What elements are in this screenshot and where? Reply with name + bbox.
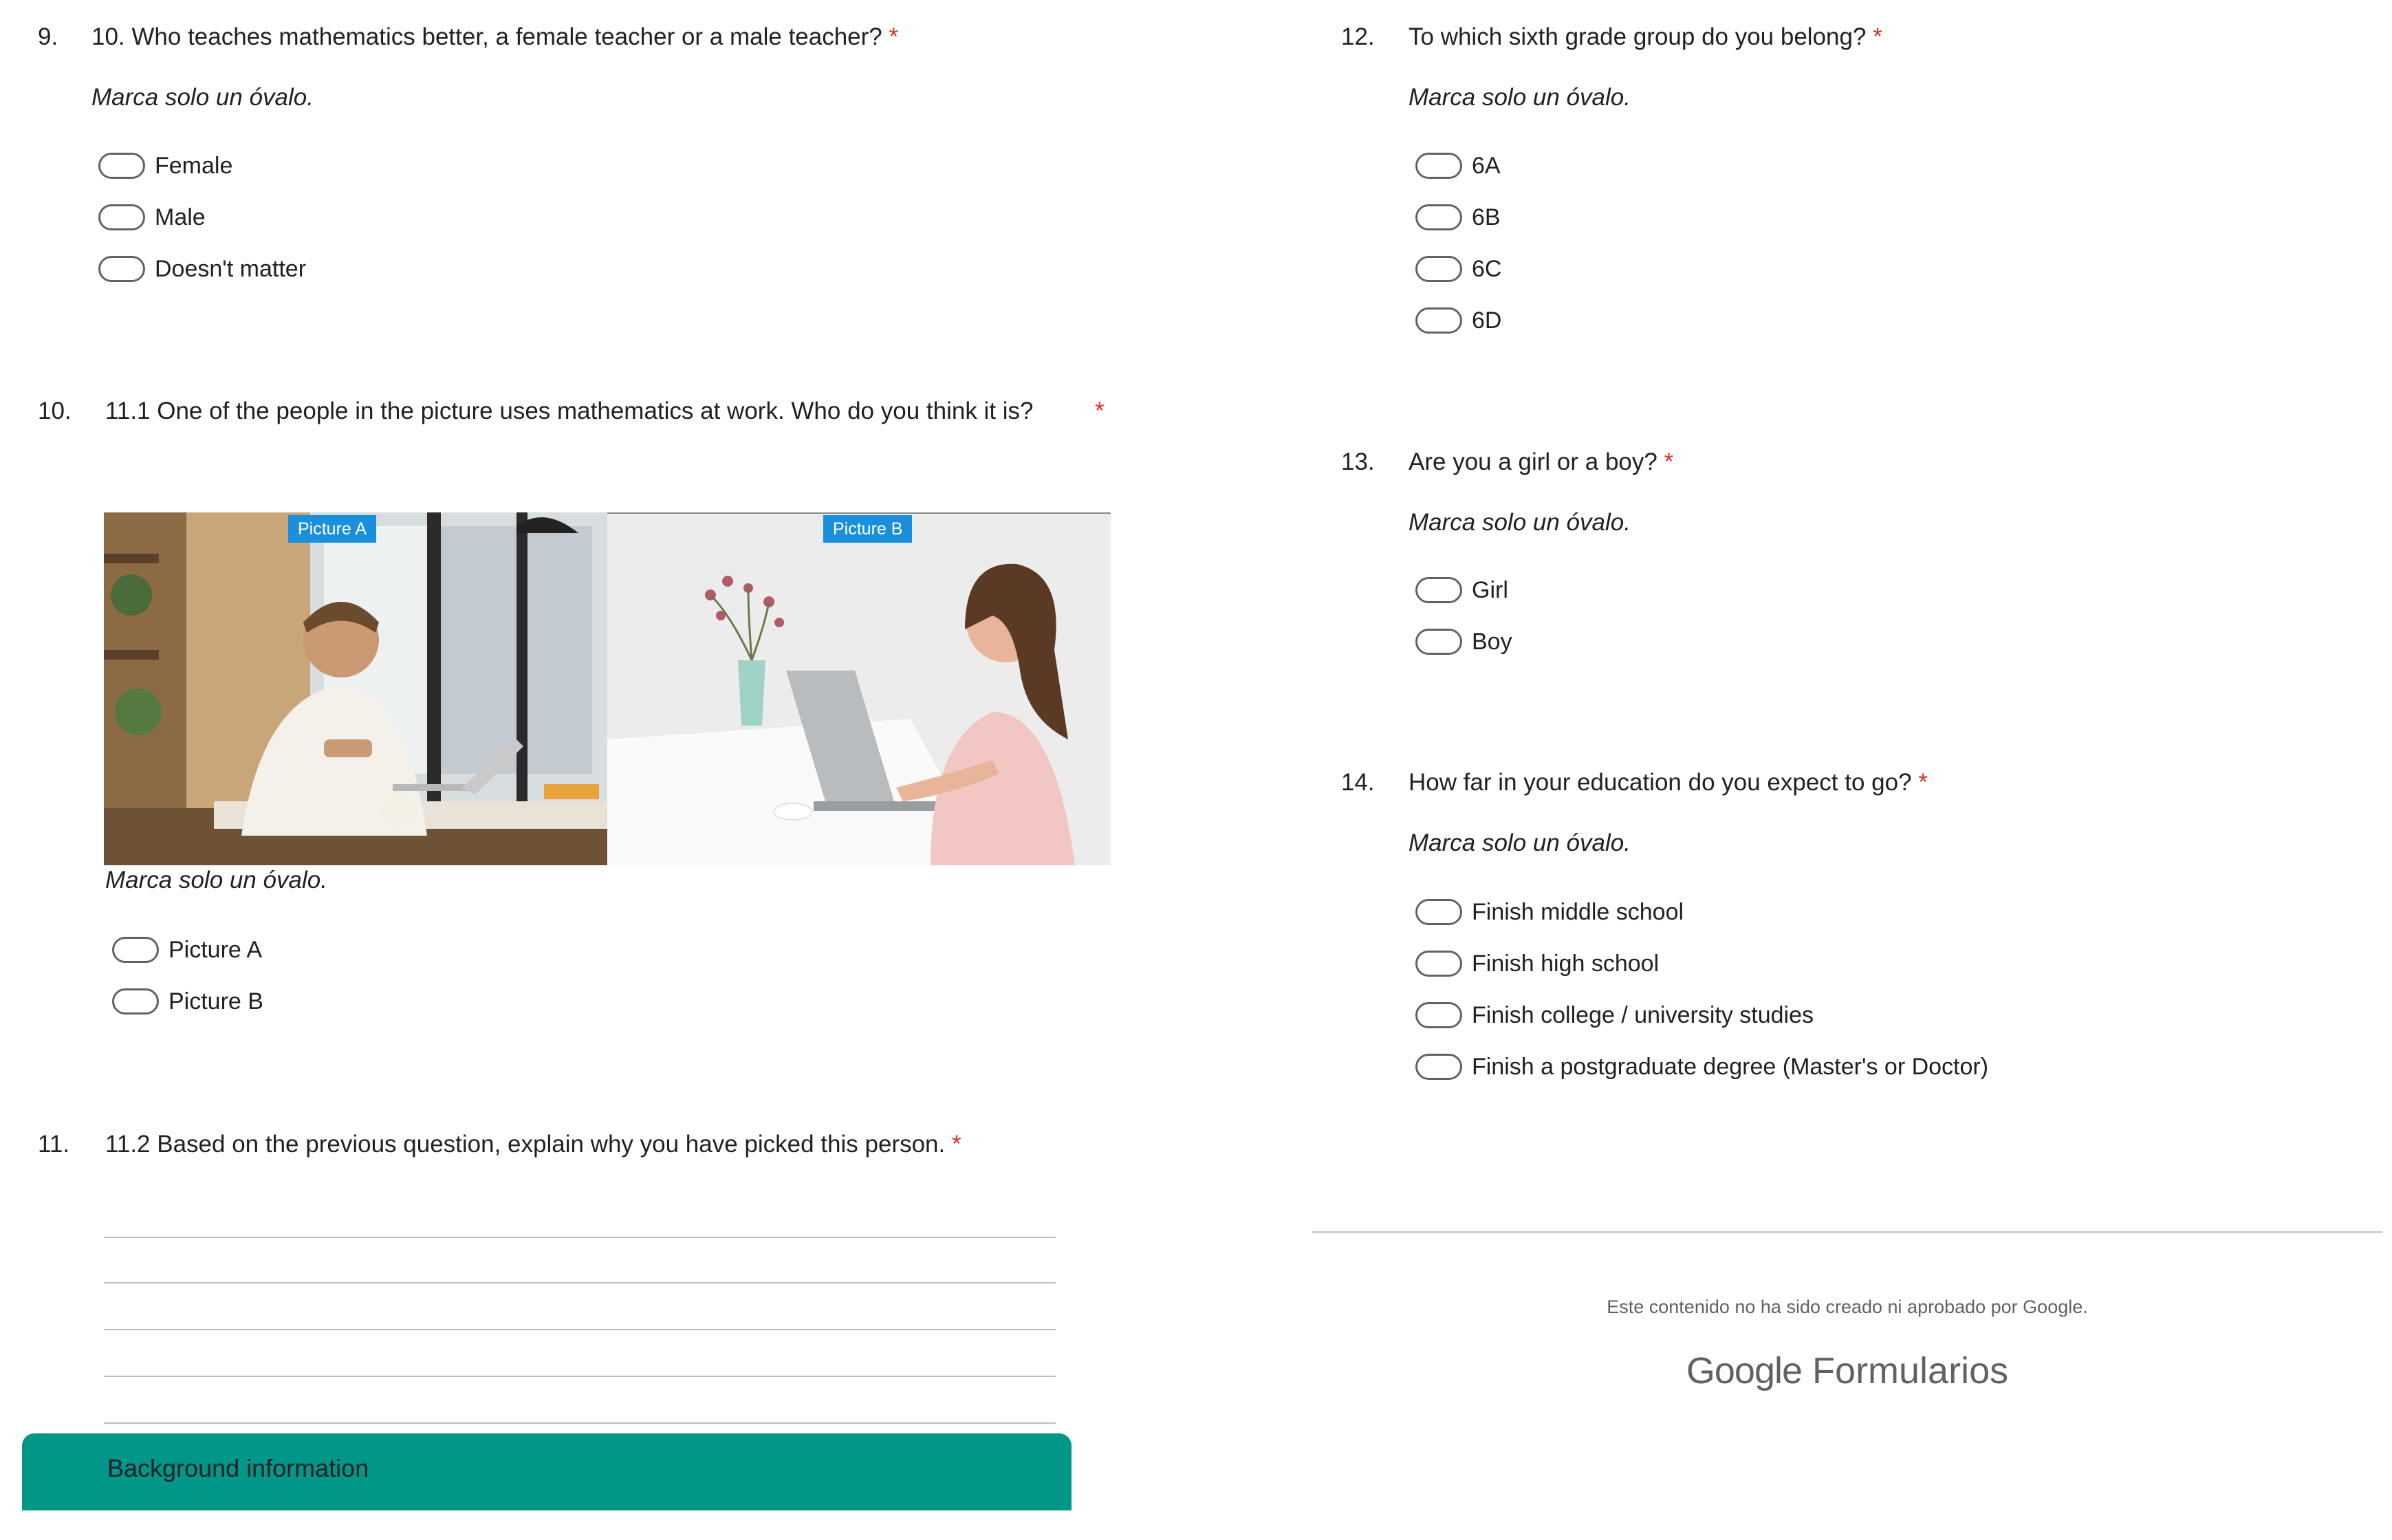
required-asterisk: * xyxy=(1918,769,1928,796)
option-label: 6A xyxy=(1472,152,1501,179)
option-female[interactable] xyxy=(98,148,232,184)
radio-oval[interactable] xyxy=(1415,307,1462,334)
radio-oval[interactable] xyxy=(1415,1054,1462,1080)
radio-oval[interactable] xyxy=(1415,899,1462,925)
question-10-picture xyxy=(104,512,1111,865)
question-9-label: 10. Who teaches mathematics better, a female teacher or a male teacher? xyxy=(91,23,882,50)
radio-oval[interactable] xyxy=(1415,153,1462,179)
footer-divider xyxy=(1312,1231,2382,1233)
required-asterisk: * xyxy=(1873,23,1882,50)
option-6d[interactable] xyxy=(1415,303,1501,338)
footer-disclaimer: Este contenido no ha sido creado ni aprobado por Google. xyxy=(1607,1297,2088,1317)
picture-b-tag: Picture B xyxy=(823,515,912,543)
question-12-label: To which sixth grade group do you belong? xyxy=(1409,23,1867,50)
option-label: Finish high school xyxy=(1472,950,1660,977)
radio-oval[interactable] xyxy=(112,937,159,963)
required-asterisk: * xyxy=(1095,398,1105,424)
question-13-hint: Marca solo un óvalo. xyxy=(1409,509,1631,536)
question-14-label: How far in your education do you expect to go? xyxy=(1409,769,1912,796)
option-label: Finish a postgraduate degree (Master's or Doctor) xyxy=(1472,1053,1989,1080)
radio-oval[interactable] xyxy=(1415,256,1462,282)
radio-oval[interactable] xyxy=(1415,204,1462,230)
option-male[interactable] xyxy=(98,199,206,235)
question-13-label: Are you a girl or a boy? xyxy=(1409,448,1657,475)
option-label: Female xyxy=(155,152,233,179)
option-label: Male xyxy=(155,204,206,230)
option-label: Girl xyxy=(1472,576,1508,603)
option-label: Boy xyxy=(1472,628,1512,655)
radio-oval[interactable] xyxy=(1415,577,1462,603)
option-6a[interactable] xyxy=(1415,148,1501,184)
question-14-text xyxy=(1409,765,2392,801)
radio-oval[interactable] xyxy=(98,153,145,179)
option-boy[interactable] xyxy=(1415,624,1512,660)
answer-line[interactable] xyxy=(104,1329,1056,1330)
question-11-text xyxy=(105,1127,1123,1162)
option-label: Picture A xyxy=(168,936,263,963)
option-label: 6B xyxy=(1472,204,1501,230)
option-6b[interactable] xyxy=(1415,199,1501,235)
question-10-hint: Marca solo un óvalo. xyxy=(105,867,327,893)
question-9-number: 9. xyxy=(38,23,58,50)
option-label: Finish college / university studies xyxy=(1472,1001,1814,1028)
radio-oval[interactable] xyxy=(1415,951,1462,977)
option-label: Doesn't matter xyxy=(155,255,307,282)
required-asterisk: * xyxy=(1664,448,1674,475)
question-12-hint: Marca solo un óvalo. xyxy=(1409,84,1631,111)
answer-line[interactable] xyxy=(104,1282,1056,1283)
google-forms-logo xyxy=(1312,1349,2382,1392)
option-label: 6D xyxy=(1472,307,1502,334)
option-6c[interactable] xyxy=(1415,251,1501,287)
radio-oval[interactable] xyxy=(1415,1002,1462,1028)
question-10-number: 10. xyxy=(38,398,72,424)
option-finish-high-school[interactable] xyxy=(1415,946,1659,982)
picture-a-tag: Picture A xyxy=(288,515,376,543)
radio-oval[interactable] xyxy=(98,204,145,230)
question-10-text: 11.1 One of the people in the picture uses mathematics at work. Who do you think it is? xyxy=(105,398,1034,424)
picture-a-image xyxy=(104,512,607,865)
google-wordmark: Google xyxy=(1686,1350,1803,1391)
option-picture-a[interactable] xyxy=(112,932,262,968)
answer-line[interactable] xyxy=(104,1237,1056,1238)
option-label: Finish middle school xyxy=(1472,898,1684,925)
radio-oval[interactable] xyxy=(112,988,159,1015)
option-picture-b[interactable] xyxy=(112,984,263,1019)
question-9-text xyxy=(91,19,1109,55)
question-12-text xyxy=(1409,19,2392,55)
option-finish-middle-school[interactable] xyxy=(1415,894,1684,930)
option-girl[interactable] xyxy=(1415,572,1508,608)
question-13-number: 13. xyxy=(1341,448,1375,475)
option-finish-postgraduate[interactable] xyxy=(1415,1049,1988,1085)
question-13-text xyxy=(1409,444,2392,480)
answer-line[interactable] xyxy=(104,1422,1056,1424)
answer-line[interactable] xyxy=(104,1376,1056,1377)
question-9-hint: Marca solo un óvalo. xyxy=(91,84,314,111)
required-asterisk: * xyxy=(889,23,899,50)
forms-wordmark: Formularios xyxy=(1812,1350,2009,1391)
option-label: 6C xyxy=(1472,255,1502,282)
section-title: Background information xyxy=(107,1454,369,1482)
question-14-hint: Marca solo un óvalo. xyxy=(1409,829,1631,856)
question-11-number: 11. xyxy=(38,1131,70,1158)
question-11-label: 11.2 Based on the previous question, explain why you have picked this person. xyxy=(105,1131,946,1158)
radio-oval[interactable] xyxy=(98,256,145,282)
section-header xyxy=(22,1433,1072,1510)
option-finish-college[interactable] xyxy=(1415,997,1814,1033)
question-14-number: 14. xyxy=(1341,769,1375,796)
required-asterisk: * xyxy=(951,1131,961,1158)
option-doesnt-matter[interactable] xyxy=(98,251,306,287)
option-label: Picture B xyxy=(168,988,263,1015)
question-12-number: 12. xyxy=(1341,23,1375,50)
radio-oval[interactable] xyxy=(1415,629,1462,655)
picture-b-image xyxy=(607,512,1111,865)
